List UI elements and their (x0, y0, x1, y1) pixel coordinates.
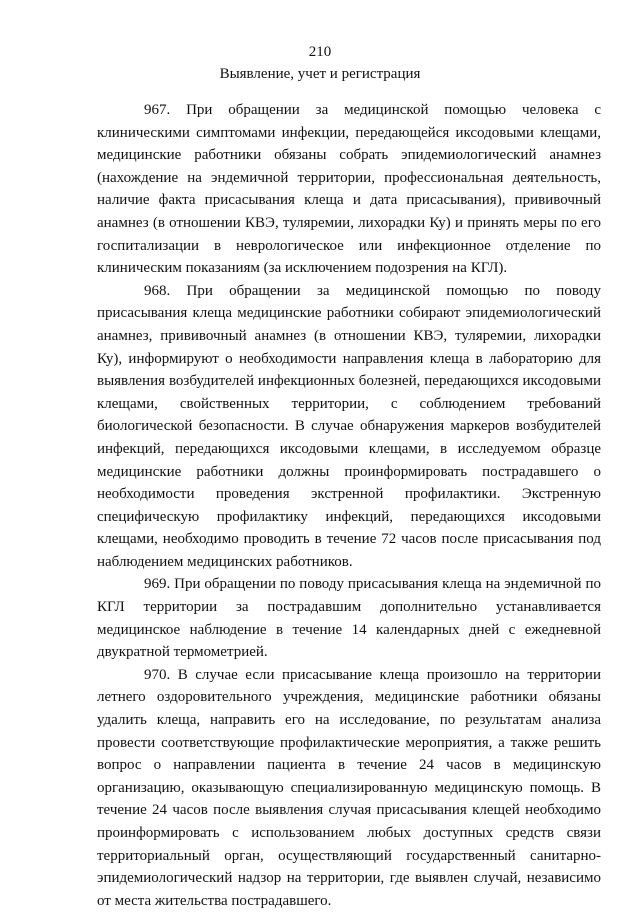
section-title: Выявление, учет и регистрация (219, 66, 421, 82)
page-number: 210 (308, 44, 332, 60)
paragraph-967: 967. При обращении за медицинской помощью человека с клиническими симптомами инфекции, передающейся иксодовыми клещами, медицинские работники обязаны собрать эпидемиологический анамнез (нахождение на эндемичной территории, профессиональная деятельность, наличие факта присасывания клеща и дата присасывания), прививочный анамнез (в отношении КВЭ, туляремии, лихорадки Ку) и принять меры по его госпитализации в неврологическое или инфекционное отделение по клиническим показаниям (за исключением подозрения на КГЛ). (97, 102, 601, 277)
paragraph-970: 970. В случае если присасывание клеща произошло на территории летнего оздоровительного учреждения, медицинские работники обязаны удалить клеща, направить его на исследование, по результатам анализа провести соответствующие профилактические мероприятия, а также решить вопрос о направлении пациента в течение 24 часов в медицинскую организацию, оказывающую специализированную медицинскую помощь. В течение 24 часов после выявления случая присасывания клещей необходимо проинформировать с использованием любых доступных средств связи территориальный орган, осуществляющий государственный санитарно-эпидемиологический надзор на территории, где выявлен случай, независимо от места жительства пострадавшего. (97, 666, 601, 909)
paragraph-968: 968. При обращении за медицинской помощью по поводу присасывания клеща медицинские работники собирают эпидемиологический анамнез, прививочный анамнез (в отношении КВЭ, туляремии, лихорадки Ку), информируют о необходимости направления клеща в лабораторию для выявления возбудителей инфекционных болезней, передающихся иксодовыми клещами, свойственных территории, с соблюдением требований биологической безопасности. В случае обнаружения маркеров возбудителей инфекций, передающихся иксодовыми клещами, в исследуемом образце медицинские работники должны проинформировать пострадавшего о необходимости проведения экстренной профилактики. Экстренную специфическую профилактику инфекций, передающихся иксодовыми клещами, необходимо проводить в течение 72 часов после присасывания под наблюдением медицинских работников. (97, 282, 601, 570)
document-body (97, 99, 601, 912)
paragraph-969: 969. При обращении по поводу присасывания клеща на эндемичной по КГЛ территории за пострадавшим дополнительно устанавливается медицинское наблюдение в течение 14 календарных дней с ежедневной двукратной термометрией. (97, 576, 601, 661)
